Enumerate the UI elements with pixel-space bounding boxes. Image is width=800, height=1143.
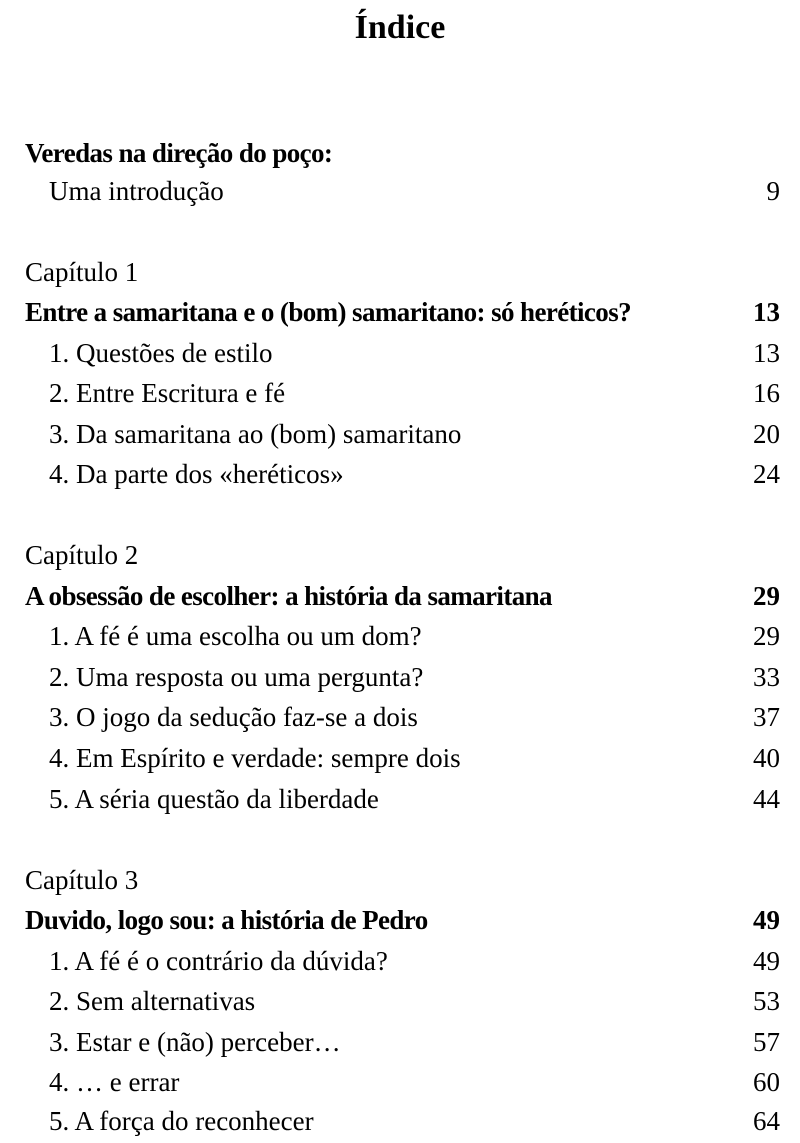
toc-entry-text: 2. Entre Escritura e fé [49, 378, 286, 408]
toc-entry-text: 4. … e errar [49, 1067, 180, 1097]
toc-entry-text: 4. Em Espírito e verdade: sempre dois [49, 743, 461, 773]
intro-heading [25, 133, 780, 173]
toc-entry [25, 1022, 780, 1062]
toc-entry [25, 697, 780, 737]
toc-entry-text: 3. O jogo da sedução faz-se a dois [49, 702, 418, 732]
toc-page-number: 9 [766, 176, 780, 206]
toc-entry [25, 941, 780, 981]
toc-entry [25, 981, 780, 1021]
toc-page-number: 20 [753, 419, 780, 449]
toc-page-number: 24 [753, 459, 780, 489]
toc-entry [25, 454, 780, 494]
chapter-page-number: 13 [753, 297, 780, 327]
toc-entry [25, 779, 780, 819]
chapter-label [25, 252, 780, 292]
chapter-page-number: 49 [753, 905, 780, 935]
toc-entry-intro [25, 171, 780, 211]
toc-entry [25, 414, 780, 454]
chapter-page-number: 29 [753, 581, 780, 611]
chapter-title-row [25, 576, 780, 616]
chapter-title: Entre a samaritana e o (bom) samaritano: só heréticos? [25, 297, 632, 327]
chapter-label-text: Capítulo 1 [25, 257, 139, 287]
toc-entry [25, 373, 780, 413]
toc-entry-text: 3. Estar e (não) perceber… [49, 1027, 341, 1057]
toc-entry-text: 3. Da samaritana ao (bom) samaritano [49, 419, 462, 449]
toc-page-number: 60 [753, 1067, 780, 1097]
toc-entry-text: 5. A séria questão da liberdade [49, 784, 379, 814]
chapter-title: A obsessão de escolher: a história da samaritana [25, 581, 552, 611]
toc-page-number: 37 [753, 702, 780, 732]
toc-entry-text: Uma introdução [49, 176, 224, 206]
toc-entry-text: 4. Da parte dos «heréticos» [49, 459, 344, 489]
toc-entry-text: 1. A fé é uma escolha ou um dom? [49, 621, 422, 651]
toc-entry-text: 1. A fé é o contrário da dúvida? [49, 946, 388, 976]
toc-entry [25, 1062, 780, 1102]
toc-page-number: 44 [753, 784, 780, 814]
toc-page-number: 53 [753, 986, 780, 1016]
toc-entry [25, 738, 780, 778]
toc-entry-text: 5. A força do reconhecer [49, 1106, 314, 1136]
toc-entry [25, 1101, 780, 1141]
toc-page-number: 57 [753, 1027, 780, 1057]
toc-page-number: 29 [753, 621, 780, 651]
chapter-label-text: Capítulo 3 [25, 865, 139, 895]
toc-page-number: 64 [753, 1106, 780, 1136]
chapter-title-row [25, 900, 780, 940]
toc-entry-text: 1. Questões de estilo [49, 338, 273, 368]
toc-entry-text: 2. Sem alternativas [49, 986, 256, 1016]
page-title: Índice [354, 9, 446, 46]
chapter-label [25, 860, 780, 900]
toc-entry [25, 616, 780, 656]
chapter-label [25, 535, 780, 575]
chapter-title: Duvido, logo sou: a história de Pedro [25, 905, 428, 935]
intro-heading-text: Veredas na direção do poço: [25, 138, 333, 168]
toc-page-number: 40 [753, 743, 780, 773]
chapter-title-row [25, 292, 780, 332]
toc-entry [25, 333, 780, 373]
chapter-label-text: Capítulo 2 [25, 540, 139, 570]
toc-entry-text: 2. Uma resposta ou uma pergunta? [49, 662, 424, 692]
toc-page-number: 16 [753, 378, 780, 408]
toc-page-number: 33 [753, 662, 780, 692]
toc-page-number: 49 [753, 946, 780, 976]
toc-entry [25, 657, 780, 697]
toc-page-number: 13 [753, 338, 780, 368]
